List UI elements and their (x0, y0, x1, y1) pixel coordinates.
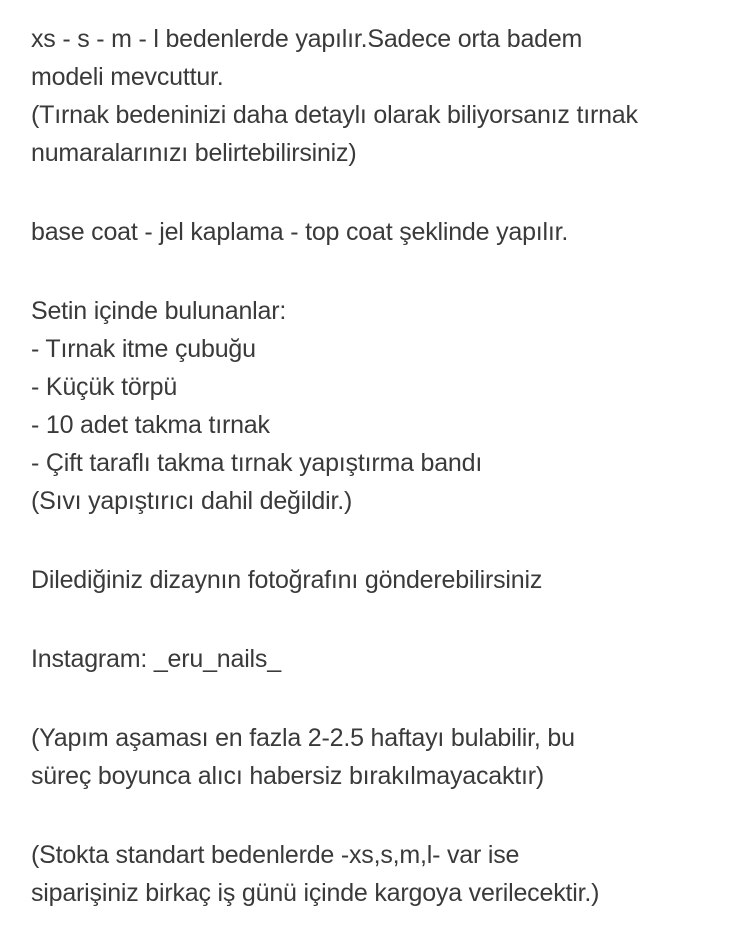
paragraph-spacer (31, 599, 721, 640)
set-contents-section (31, 292, 721, 520)
instagram-paragraph (31, 640, 721, 678)
list-item: - Tırnak itme çubuğu (31, 335, 256, 363)
paragraph-spacer (31, 172, 721, 213)
paragraph-spacer (31, 678, 721, 719)
list-item: - Çift taraflı takma tırnak yapıştırma bandı (31, 449, 483, 477)
text-line: (Yapım aşaması en fazla 2-2.5 haftayı bulabilir, bu (31, 724, 575, 752)
paragraph-spacer (31, 251, 721, 292)
instagram-handle: Instagram: _eru_nails_ (31, 645, 281, 673)
text-line: xs - s - m - l bedenlerde yapılır.Sadece orta badem (31, 25, 583, 53)
text-line: numaralarınızı belirtebilirsiniz) (31, 139, 357, 167)
application-paragraph (31, 213, 721, 251)
text-line: (Tırnak bedeninizi daha detaylı olarak biliyorsanız tırnak (31, 101, 638, 129)
set-contents-heading: Setin içinde bulunanlar: (31, 297, 287, 325)
text-line: (Stokta standart bedenlerde -xs,s,m,l- var ise (31, 841, 520, 869)
sizes-paragraph (31, 20, 721, 172)
paragraph-spacer (31, 520, 721, 561)
set-contents-list (31, 330, 721, 482)
stock-shipping-paragraph (31, 836, 721, 912)
list-item: - Küçük törpü (31, 373, 178, 401)
text-line: base coat - jel kaplama - top coat şeklinde yapılır. (31, 218, 569, 246)
paragraph-spacer (31, 795, 721, 836)
text-line: modeli mevcuttur. (31, 63, 224, 91)
design-photo-paragraph (31, 561, 721, 599)
text-line: süreç boyunca alıcı habersiz bırakılmayacaktır) (31, 762, 545, 790)
product-description (31, 20, 721, 912)
set-contents-note: (Sıvı yapıştırıcı dahil değildir.) (31, 487, 353, 515)
text-line: siparişiniz birkaç iş günü içinde kargoya verilecektir.) (31, 879, 600, 907)
production-time-paragraph (31, 719, 721, 795)
list-item: - 10 adet takma tırnak (31, 411, 270, 439)
text-line: Dilediğiniz dizaynın fotoğrafını gönderebilirsiniz (31, 566, 543, 594)
